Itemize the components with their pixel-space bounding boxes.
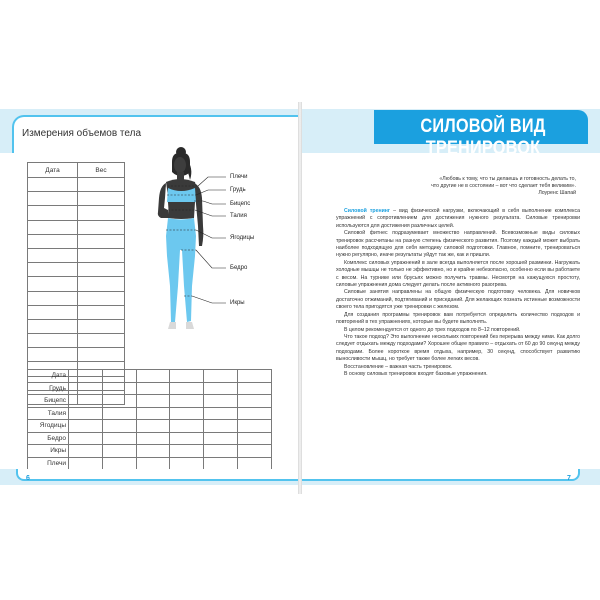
table-cell bbox=[69, 457, 103, 470]
table-row bbox=[28, 178, 125, 192]
table-cell bbox=[102, 395, 136, 408]
table-row bbox=[28, 234, 125, 248]
table-row bbox=[28, 277, 125, 291]
table-cell bbox=[204, 457, 238, 470]
table-cell bbox=[170, 370, 204, 383]
table-row bbox=[28, 220, 125, 234]
table-cell bbox=[28, 305, 78, 319]
table-cell bbox=[69, 407, 103, 420]
table-cell bbox=[28, 220, 78, 234]
woman-silhouette-illustration bbox=[128, 146, 278, 361]
table-cell bbox=[69, 382, 103, 395]
table-cell bbox=[170, 445, 204, 458]
table-cell bbox=[69, 420, 103, 433]
table-cell bbox=[78, 220, 125, 234]
right-page-title: СИЛОВОЙ ВИД ТРЕНИРОВОК bbox=[420, 116, 546, 159]
quote-line: «Любовь к тому, что ты делаешь и готовность делать то, bbox=[439, 176, 576, 182]
table-cell bbox=[78, 334, 125, 348]
table-cell bbox=[28, 348, 78, 362]
table-cell bbox=[78, 178, 125, 192]
table-row bbox=[28, 334, 125, 348]
table-cell bbox=[69, 370, 103, 383]
table-cell bbox=[238, 445, 272, 458]
body-figure bbox=[128, 146, 278, 366]
paragraph: Силовые занятия направлены на общую физическую подготовку человека. Для новичков достаточно отжиманий, подтягиваний и приседаний. Для желающих познать истинные возможности своего тела пригодятся уже тренировки с железом. bbox=[336, 289, 580, 311]
table-cell bbox=[28, 291, 78, 305]
table-cell bbox=[136, 420, 170, 433]
paragraph: Что такое подход? Это выполнение нескольких повторений без перерыва между ними. Как долго следует отдыхать между подходами? Хорошее общее правило – отдыхать от 60 до 90 секунд между подходами. Более короткое время отдыха, например, 30 секунд, способствует развитию выносливости мышц, но требует также более легких весов. bbox=[336, 333, 580, 363]
table-cell bbox=[136, 457, 170, 470]
measurement-label: Икры bbox=[230, 300, 245, 306]
table-row bbox=[28, 457, 272, 470]
table-cell bbox=[170, 395, 204, 408]
paragraph: Силовой фитнес подразумевает множество направлений. Всевозможные виды силовых тренировок рассчитаны на разную степень физического развития. Поэтому каждый может выбрать наиболее подходящую для себя методику силовой подготовки. Главное, помните, тренироваться нужно регулярно, иначе результаты уйдут так же, как и пришли. bbox=[336, 230, 580, 259]
table-cell bbox=[238, 457, 272, 470]
quote-line: что другие не в состоянии – вот что сделает тебя великим». bbox=[431, 183, 576, 190]
table-cell bbox=[28, 319, 78, 333]
paragraph: В целом рекомендуется от одного до трех подходов по 8–12 повторений. bbox=[344, 326, 521, 333]
row-label: Ягодицы bbox=[28, 420, 69, 433]
table-cell bbox=[170, 420, 204, 433]
table-cell bbox=[136, 382, 170, 395]
table-cell bbox=[238, 382, 272, 395]
table-row bbox=[28, 192, 125, 206]
table-cell bbox=[78, 291, 125, 305]
quote-author: Лоуренс Шапай bbox=[538, 190, 576, 197]
body-text bbox=[336, 208, 580, 378]
table-cell bbox=[136, 395, 170, 408]
table-row bbox=[28, 407, 272, 420]
table-cell bbox=[69, 432, 103, 445]
table-cell bbox=[102, 445, 136, 458]
table-cell bbox=[69, 445, 103, 458]
row-label: Плечи bbox=[28, 457, 69, 470]
table-cell bbox=[204, 445, 238, 458]
table-cell bbox=[170, 382, 204, 395]
table-row bbox=[28, 305, 125, 319]
table-cell bbox=[136, 407, 170, 420]
table-cell bbox=[28, 234, 78, 248]
measurement-label: Бицепс bbox=[230, 201, 251, 207]
measurements-table bbox=[27, 369, 272, 470]
table-row bbox=[28, 395, 272, 408]
book-spread bbox=[0, 102, 600, 494]
row-label: Бицепс bbox=[28, 395, 69, 408]
table-cell bbox=[136, 445, 170, 458]
row-label: Бедро bbox=[28, 432, 69, 445]
table-cell bbox=[28, 248, 78, 262]
table-cell bbox=[136, 370, 170, 383]
table-cell bbox=[78, 277, 125, 291]
table-cell bbox=[102, 420, 136, 433]
paragraph: Комплекс силовых упражнений в зале всегда выполняется после хорошей разминки. Нагружать холодные мышцы не только не эффективно, но и крайне небезопасно, особенно если вы работаете с весом. На турнике или брусьях можно получить травмы. Несмотря на кажущуюся простоту, силовые упражнения дома следует делать после активного разогрева. bbox=[336, 259, 580, 289]
paragraph: В основу силовых тренировок входят базовые упражнения. bbox=[344, 370, 488, 377]
left-page-title: Измерения объемов тела bbox=[22, 128, 142, 139]
table-header-row bbox=[28, 163, 125, 178]
right-page-number: 7 bbox=[567, 475, 571, 482]
table-cell bbox=[28, 178, 78, 192]
left-page bbox=[0, 102, 298, 494]
table-row bbox=[28, 319, 125, 333]
row-label: Дата bbox=[28, 370, 69, 383]
table-cell bbox=[28, 192, 78, 206]
table-cell bbox=[78, 263, 125, 277]
table-row bbox=[28, 420, 272, 433]
row-label: Икры bbox=[28, 445, 69, 458]
table-row bbox=[28, 370, 272, 383]
table-row bbox=[28, 206, 125, 220]
measurement-label: Плечи bbox=[230, 174, 248, 180]
table-cell bbox=[102, 382, 136, 395]
table-cell bbox=[78, 348, 125, 362]
table-row bbox=[28, 382, 272, 395]
table-cell bbox=[204, 370, 238, 383]
table-cell bbox=[78, 206, 125, 220]
table-row bbox=[28, 248, 125, 262]
table-cell bbox=[78, 248, 125, 262]
table-cell bbox=[204, 432, 238, 445]
table-cell bbox=[204, 420, 238, 433]
measurement-label: Грудь bbox=[230, 187, 246, 193]
lead-term: Силовой тренинг bbox=[344, 208, 391, 214]
measurement-label: Талия bbox=[230, 213, 247, 219]
table-cell bbox=[28, 334, 78, 348]
table-cell bbox=[78, 319, 125, 333]
table-cell bbox=[78, 305, 125, 319]
table-cell bbox=[170, 407, 204, 420]
table-cell bbox=[170, 457, 204, 470]
table-row bbox=[28, 348, 125, 362]
table-cell bbox=[78, 192, 125, 206]
table-cell bbox=[69, 395, 103, 408]
table-header-cell: Вес bbox=[78, 163, 125, 178]
table-cell bbox=[238, 370, 272, 383]
table-cell bbox=[102, 370, 136, 383]
table-cell bbox=[28, 206, 78, 220]
table-cell bbox=[238, 420, 272, 433]
table-cell bbox=[238, 395, 272, 408]
table-cell bbox=[136, 432, 170, 445]
row-label: Грудь bbox=[28, 382, 69, 395]
paragraph: Для создания программы тренировок вам потребуется определить количество подходов и повторений в тех упражнениях, которые вы будете выполнять. bbox=[336, 311, 580, 326]
table-cell bbox=[78, 234, 125, 248]
table-cell bbox=[28, 277, 78, 291]
table-cell bbox=[238, 432, 272, 445]
left-page-number: 6 bbox=[26, 475, 30, 482]
left-footer-frame bbox=[16, 469, 298, 481]
table-cell bbox=[204, 407, 238, 420]
paragraph bbox=[336, 208, 580, 230]
table-row bbox=[28, 432, 272, 445]
table-cell bbox=[204, 395, 238, 408]
row-label: Талия bbox=[28, 407, 69, 420]
table-row bbox=[28, 291, 125, 305]
table-cell bbox=[28, 263, 78, 277]
paragraph-text: – вид физической нагрузки, включающий в себя выполнение комплекса упражнений с сопротивлением для достижения нужного результата. Силовые тренировки используются для достижения различных целей. bbox=[336, 208, 580, 229]
measurement-label: Ягодицы bbox=[230, 235, 255, 241]
table-cell bbox=[170, 432, 204, 445]
right-page bbox=[302, 102, 600, 494]
right-footer-frame bbox=[302, 469, 580, 481]
measurement-label: Бедро bbox=[230, 265, 248, 271]
table-cell bbox=[238, 407, 272, 420]
table-cell bbox=[102, 457, 136, 470]
paragraph: Восстановление – важная часть тренировок. bbox=[344, 363, 453, 370]
table-row bbox=[28, 445, 272, 458]
table-cell bbox=[102, 407, 136, 420]
table-header-cell: Дата bbox=[28, 163, 78, 178]
table-cell bbox=[102, 432, 136, 445]
table-cell bbox=[204, 382, 238, 395]
table-row bbox=[28, 263, 125, 277]
epigraph-quote bbox=[394, 176, 576, 198]
